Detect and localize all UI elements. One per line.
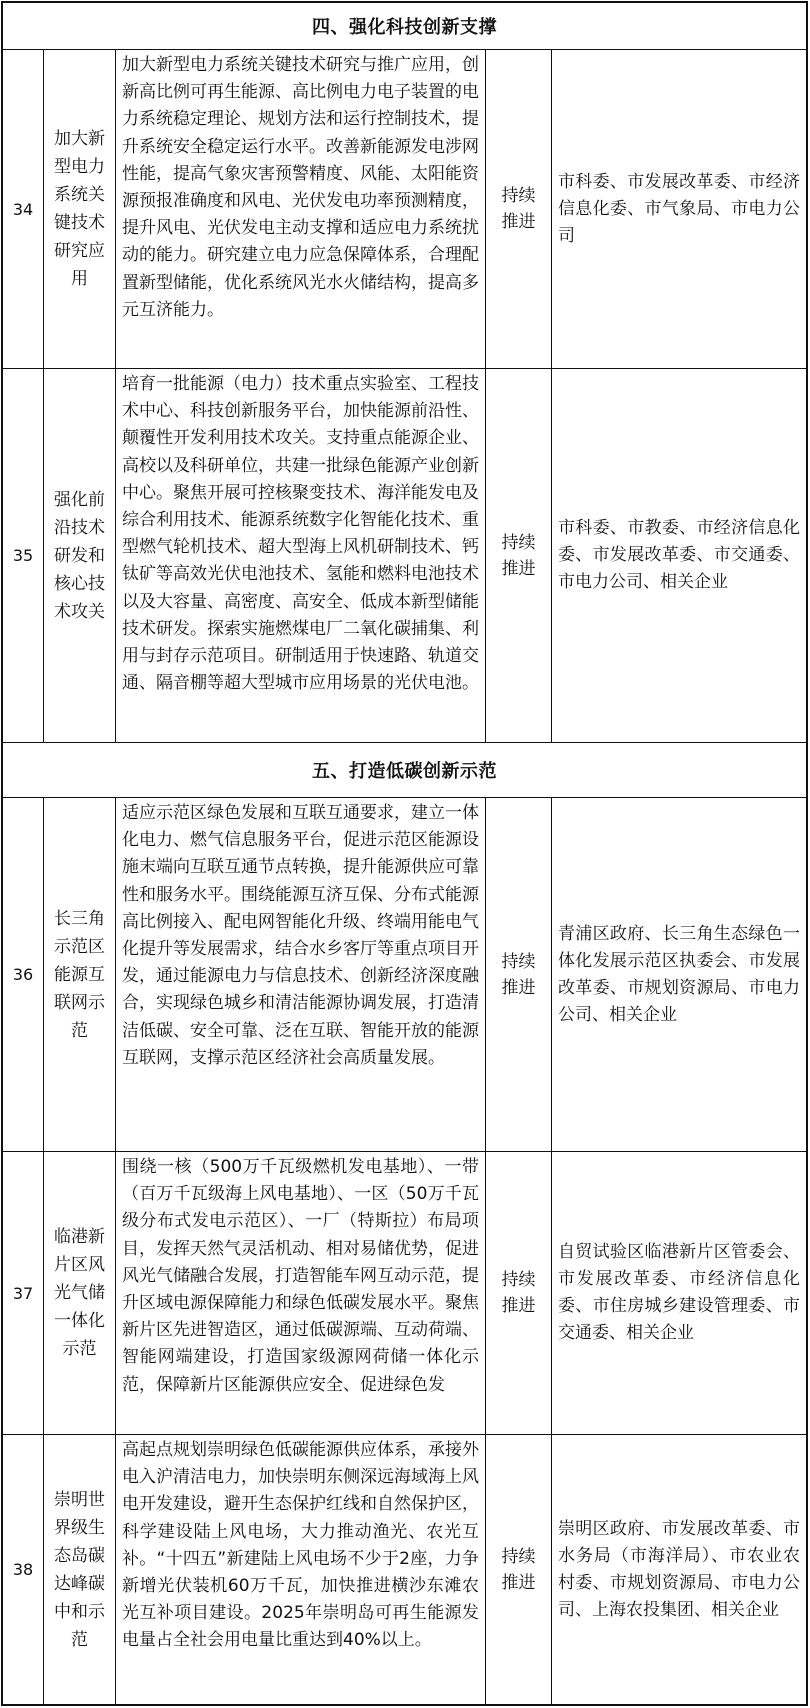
task-description: 培育一批能源（电力）技术重点实验室、工程技术中心、科技创新服务平台，加快能源前沿性、颠覆性开发利用技术攻关。支持重点能源企业、高校以及科研单位，共建一批绿色能源产业创新中心。聚焦开展可控核聚变技术、海洋能发电及综合利用技术、能源系统数字化智能化技术、重型燃气轮机技术、超大型海上风机研制技术、钙钛矿等高效光伏电池技术、氢能和燃料电池技术以及大容量、高密度、高安全、低成本新型储能技术研发。探索实施燃煤电厂二氧化碳捕集、利用与封存示范项目。研制适用于快速路、轨道交通、隔音棚等超大型城市应用场景的光伏电池。 — [116, 369, 486, 742]
task-description: 加大新型电力系统关键技术研究与推广应用，创新高比例可再生能源、高比例电力电子装置的电力系统稳定理论、规划方法和运行控制技术，提升系统安全稳定运行水平。改善新能源发电涉网性能，提高气象灾害预警精度、风能、太阳能资源预报准确度和风电、光伏发电功率预测精度，提升风电、光伏发电主动支撑和适应电力系统扰动的能力。研究建立电力应急保障体系，合理配置新型储能，优化系统风光水火储结构，提高多元互济能力。 — [116, 50, 486, 368]
section-title: 四、强化科技创新支撑 — [312, 17, 497, 38]
section-header-4 — [3, 3, 806, 50]
task-name: 临港新片区风光气储一体化示范 — [44, 1152, 116, 1434]
timeline: 持续推进 — [486, 50, 552, 368]
row-number: 38 — [3, 1435, 44, 1704]
table-row-37 — [3, 1152, 806, 1435]
section-header-5 — [3, 743, 806, 798]
row-number: 37 — [3, 1152, 44, 1434]
task-name: 强化前沿技术研发和核心技术攻关 — [44, 369, 116, 742]
timeline: 持续推进 — [486, 1435, 552, 1704]
responsible-units: 市科委、市发展改革委、市经济信息化委、市气象局、市电力公司 — [558, 171, 800, 246]
responsible-units: 青浦区政府、长三角生态绿色一体化发展示范区执委会、市发展改革委、市规划资源局、市电力公司、相关企业 — [558, 923, 800, 1025]
table-row-36 — [3, 798, 806, 1152]
table-row-38 — [3, 1435, 806, 1704]
task-description: 高起点规划崇明绿色低碳能源供应体系，承接外电入沪清洁电力，加快崇明东侧深远海域海上风电开发建设，避开生态保护红线和自然保护区，科学建设陆上风电场，大力推动渔光、农光互补。“十四五”新建陆上风电场不少于2座，力争新增光伏装机60万千瓦，加快推进横沙东滩农光互补项目建设。2025年崇明岛可再生能源发电量占全社会用电量比重达到40%以上。 — [116, 1435, 486, 1704]
timeline: 持续推进 — [486, 369, 552, 742]
timeline: 持续推进 — [486, 1152, 552, 1434]
responsible-units: 自贸试验区临港新片区管委会、市发展改革委、市经济信息化委、市住房城乡建设管理委、市交通委、相关企业 — [558, 1242, 800, 1343]
responsible-units: 市科委、市教委、市经济信息化委、市发展改革委、市交通委、市电力公司、相关企业 — [558, 518, 800, 592]
task-name: 崇明世界级生态岛碳达峰碳中和示范 — [44, 1435, 116, 1704]
task-name: 长三角示范区能源互联网示范 — [44, 798, 116, 1151]
responsible-units: 崇明区政府、市发展改革委、市水务局（市海洋局）、市农业农村委、市规划资源局、市电力公司、上海农投集团、相关企业 — [558, 1518, 800, 1620]
timeline: 持续推进 — [486, 798, 552, 1151]
policy-table — [1, 1, 808, 1706]
row-number: 35 — [3, 369, 44, 742]
row-number: 36 — [3, 798, 44, 1151]
task-description: 围绕一核（500万千瓦级燃机发电基地）、一带（百万千瓦级海上风电基地）、一区（50万千瓦级分布式发电示范区）、一厂（特斯拉）布局项目，发挥天然气灵活机动、相对易储优势，促进风光气储融合发展，打造智能车网互动示范，提升区域电源保障能力和绿色低碳发展水平。聚焦新片区先进智造区，通过低碳源端、互动荷端、智能网端建设，打造国家级源网荷储一体化示范，保障新片区能源供应安全、促进绿色发 — [116, 1152, 486, 1434]
row-number: 34 — [3, 50, 44, 368]
section-title: 五、打造低碳创新示范 — [312, 761, 497, 782]
task-description: 适应示范区绿色发展和互联互通要求，建立一体化电力、燃气信息服务平台，促进示范区能源设施末端向互联互通节点转换，提升能源供应可靠性和服务水平。围绕能源互济互保、分布式能源高比例接入、配电网智能化升级、终端用能电气化提升等发展需求，结合水乡客厅等重点项目开发，通过能源电力与信息技术、创新经济深度融合，实现绿色城乡和清洁能源协调发展，打造清洁低碳、安全可靠、泛在互联、智能开放的能源互联网，支撑示范区经济社会高质量发展。 — [116, 798, 486, 1151]
task-name: 加大新型电力系统关键技术研究应用 — [44, 50, 116, 368]
table-row-35 — [3, 369, 806, 743]
table-row-34 — [3, 50, 806, 369]
